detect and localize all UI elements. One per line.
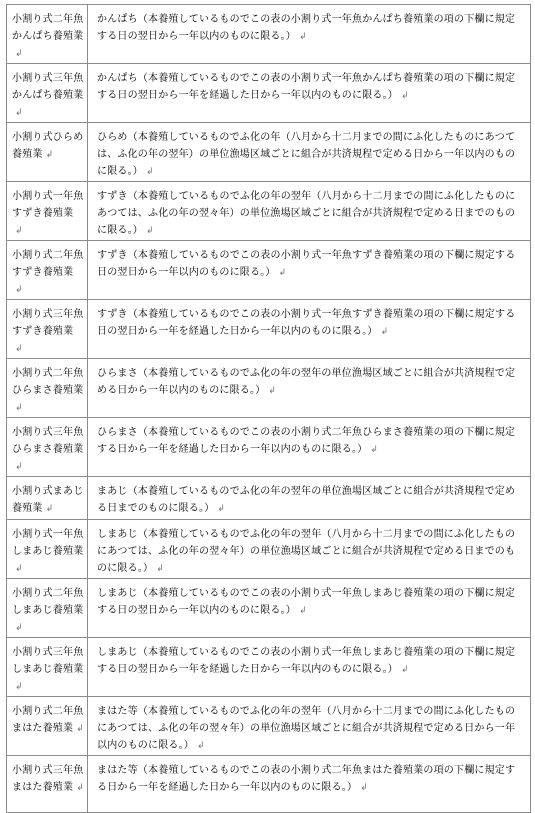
description-cell — [88, 477, 531, 520]
description-text-block — [88, 477, 530, 518]
description-text-block — [88, 182, 530, 240]
category-text-block — [7, 5, 87, 63]
category-text-block — [7, 64, 87, 122]
category-text: 小割り式二年魚すずき養殖業 — [12, 250, 84, 278]
table-row — [7, 241, 531, 300]
description-text: ひらまさ（本養殖しているものでこの表の小割り式二年魚ひらまさ養殖業の項の下欄に規定する日から一年を経過した日から一年以内のものに限る。） — [97, 427, 516, 455]
paragraph-mark-icon: ↲ — [156, 564, 164, 574]
table-row — [7, 756, 531, 813]
category-text-block — [7, 359, 87, 417]
category-text-block — [7, 182, 87, 240]
table-row — [7, 182, 531, 241]
description-text: ひらめ（本養殖しているものでふ化の年（八月から十二月までの間にふ化したものにあつては、ふ化の年の翌年）の単位漁場区域ごとに組合が共済規程で定める日から一年以内のものに限る。） — [97, 132, 516, 177]
description-text-block — [88, 359, 530, 400]
description-text: すずき（本養殖しているものでふ化の年の翌年（八月から十二月までの間にふ化したものにあつては、ふ化の年の翌々年）の単位漁場区域ごとに組合が共済規程で定める日までのものに限る。） — [97, 191, 516, 236]
category-cell — [7, 123, 88, 182]
category-text-block — [7, 520, 87, 578]
paragraph-mark-icon: ↲ — [380, 327, 389, 337]
table-row — [7, 418, 531, 477]
description-text: しまあじ（本養殖しているものでこの表の小割り式一年魚しまあじ養殖業の項の下欄に規定する日の翌日から一年を経過した日から一年以内のものに限る。） — [97, 647, 516, 675]
description-text: しまあじ（本養殖しているものでふ化の年の翌年（八月から十二月までの間にふ化したものにあつては、ふ化の年の翌々年）の単位漁場区域ごとに組合が共済規程で定める日までのものに限る。） — [97, 529, 516, 574]
table-row — [7, 477, 531, 520]
paragraph-mark-icon: ↲ — [370, 445, 379, 455]
description-cell — [88, 756, 531, 813]
description-text: かんぱち（本養殖しているものでこの表の小割り式一年魚かんぱち養殖業の項の下欄に規定する日の翌日から一年以内のものに限る。） — [97, 14, 516, 42]
category-text-block — [7, 756, 87, 797]
category-cell — [7, 579, 88, 638]
category-text: 小割り式一年魚しまあじ養殖業 — [12, 529, 84, 557]
description-text: かんぱち（本養殖しているものでこの表の小割り式一年魚かんぱち養殖業の項の下欄に規定する日の翌日から一年を経過した日から一年以内のものに限る。） — [97, 73, 516, 101]
category-text: 小割り式まあじ養殖業 — [12, 486, 84, 514]
description-text-block — [88, 5, 530, 46]
description-cell — [88, 418, 531, 477]
category-text-block — [7, 123, 87, 164]
table-row — [7, 520, 531, 579]
category-text: 小割り式三年魚しまあじ養殖業 — [12, 647, 84, 675]
category-text-block — [7, 300, 87, 358]
paragraph-mark-icon: ↲ — [401, 665, 409, 675]
description-cell — [88, 64, 531, 123]
description-text-block — [88, 520, 530, 578]
category-cell — [7, 64, 88, 123]
description-text: ひらまさ（本養殖しているものでふ化の年の翌年の単位漁場区域ごとに組合が共済規程で定める日から一年以内のものに限る。） — [97, 368, 516, 396]
paragraph-mark-icon: ↲ — [217, 504, 226, 514]
paragraph-mark-icon: ↲ — [197, 741, 205, 751]
paragraph-mark-icon: ↲ — [299, 606, 307, 616]
paragraph-mark-icon: ↲ — [76, 783, 84, 793]
description-cell — [88, 241, 531, 300]
table-row — [7, 359, 531, 418]
description-cell — [88, 638, 531, 697]
description-cell — [88, 182, 531, 241]
paragraph-mark-icon: ↲ — [268, 386, 277, 396]
category-text: 小割り式二年魚まはた養殖業 — [12, 706, 84, 734]
aquaculture-table — [6, 4, 531, 813]
description-text: すずき（本養殖しているものでこの表の小割り式一年魚すずき養殖業の項の下欄に規定する日の翌日から一年を経過した日から一年以内のものに限る。） — [97, 309, 516, 337]
category-text-block — [7, 241, 87, 299]
category-text-block — [7, 477, 87, 518]
description-cell — [88, 359, 531, 418]
paragraph-mark-icon: ↲ — [146, 226, 154, 236]
paragraph-mark-icon: ↲ — [15, 285, 23, 295]
table-row — [7, 579, 531, 638]
category-text-block — [7, 697, 87, 738]
category-cell — [7, 241, 88, 300]
description-text-block — [88, 64, 530, 105]
description-text: まはた等（本養殖しているものでふ化の年の翌年（八月から十二月までの間にふ化したものにあつては、ふ化の年の翌々年）の単位漁場区域ごとに組合が共済規程で定める日から一年以内のものに限る。） — [97, 706, 516, 751]
paragraph-mark-icon: ↲ — [15, 108, 23, 118]
description-cell — [88, 520, 531, 579]
table-row — [7, 300, 531, 359]
category-text: 小割り式二年魚ひらまさ養殖業 — [12, 368, 84, 396]
paragraph-mark-icon: ↲ — [15, 682, 23, 692]
category-text: 小割り式三年魚かんぱち養殖業 — [12, 73, 84, 101]
paragraph-mark-icon: ↲ — [76, 724, 84, 734]
paragraph-mark-icon: ↲ — [401, 91, 409, 101]
paragraph-mark-icon: ↲ — [360, 783, 368, 793]
description-cell — [88, 123, 531, 182]
paragraph-mark-icon: ↲ — [15, 49, 23, 59]
paragraph-mark-icon: ↲ — [278, 268, 287, 278]
category-cell — [7, 5, 88, 64]
description-text-block — [88, 300, 530, 341]
paragraph-mark-icon: ↲ — [15, 226, 23, 236]
paragraph-mark-icon: ↲ — [15, 462, 23, 472]
category-cell — [7, 418, 88, 477]
description-text: まあじ（本養殖しているものでふ化の年の翌年の単位漁場区域ごとに組合が共済規程で定める日までのものに限る。） — [97, 486, 516, 514]
category-cell — [7, 359, 88, 418]
description-cell — [88, 300, 531, 359]
description-cell — [88, 579, 531, 638]
table-row — [7, 123, 531, 182]
paragraph-mark-icon: ↲ — [15, 623, 23, 633]
description-text: しまあじ（本養殖しているものでこの表の小割り式一年魚しまあじ養殖業の項の下欄に規定する日の翌日から一年以内のものに限る。） — [97, 588, 516, 616]
category-text: 小割り式三年魚ひらまさ養殖業 — [12, 427, 84, 455]
category-cell — [7, 756, 88, 813]
paragraph-mark-icon: ↲ — [15, 403, 23, 413]
category-cell — [7, 697, 88, 756]
table-body — [7, 5, 531, 813]
category-cell — [7, 520, 88, 579]
category-text: 小割り式三年魚まはた養殖業 — [12, 765, 84, 793]
paragraph-mark-icon: ↲ — [45, 504, 54, 514]
paragraph-mark-icon: ↲ — [45, 150, 54, 160]
category-text-block — [7, 418, 87, 476]
category-cell — [7, 300, 88, 359]
category-text-block — [7, 638, 87, 696]
table-row — [7, 638, 531, 697]
description-text-block — [88, 241, 530, 282]
paragraph-mark-icon: ↲ — [15, 564, 23, 574]
paragraph-mark-icon: ↲ — [299, 32, 307, 42]
description-text-block — [88, 638, 530, 679]
table-row — [7, 5, 531, 64]
description-cell — [88, 697, 531, 756]
description-text-block — [88, 418, 530, 459]
table-row — [7, 64, 531, 123]
description-text-block — [88, 756, 530, 797]
category-cell — [7, 477, 88, 520]
paragraph-mark-icon: ↲ — [146, 167, 154, 177]
description-text: すずき（本養殖しているものでこの表の小割り式一年魚すずき養殖業の項の下欄に規定する日の翌日から一年以内のものに限る。） — [97, 250, 516, 278]
category-text: 小割り式一年魚すずき養殖業 — [12, 191, 84, 219]
description-text: まはた等（本養殖しているものでこの表の小割り式二年魚まはた養殖業の項の下欄に規定する日から一年を経過した日から一年以内のものに限る。） — [97, 765, 516, 793]
table-row — [7, 697, 531, 756]
category-text: 小割り式二年魚かんぱち養殖業 — [12, 14, 84, 42]
description-text-block — [88, 123, 530, 181]
category-cell — [7, 638, 88, 697]
category-text: 小割り式三年魚すずき養殖業 — [12, 309, 84, 337]
description-cell — [88, 5, 531, 64]
category-text-block — [7, 579, 87, 637]
category-text: 小割り式ひらめ養殖業 — [12, 132, 84, 160]
description-text-block — [88, 697, 530, 755]
category-cell — [7, 182, 88, 241]
category-text: 小割り式二年魚しまあじ養殖業 — [12, 588, 84, 616]
paragraph-mark-icon: ↲ — [15, 344, 23, 354]
description-text-block — [88, 579, 530, 620]
